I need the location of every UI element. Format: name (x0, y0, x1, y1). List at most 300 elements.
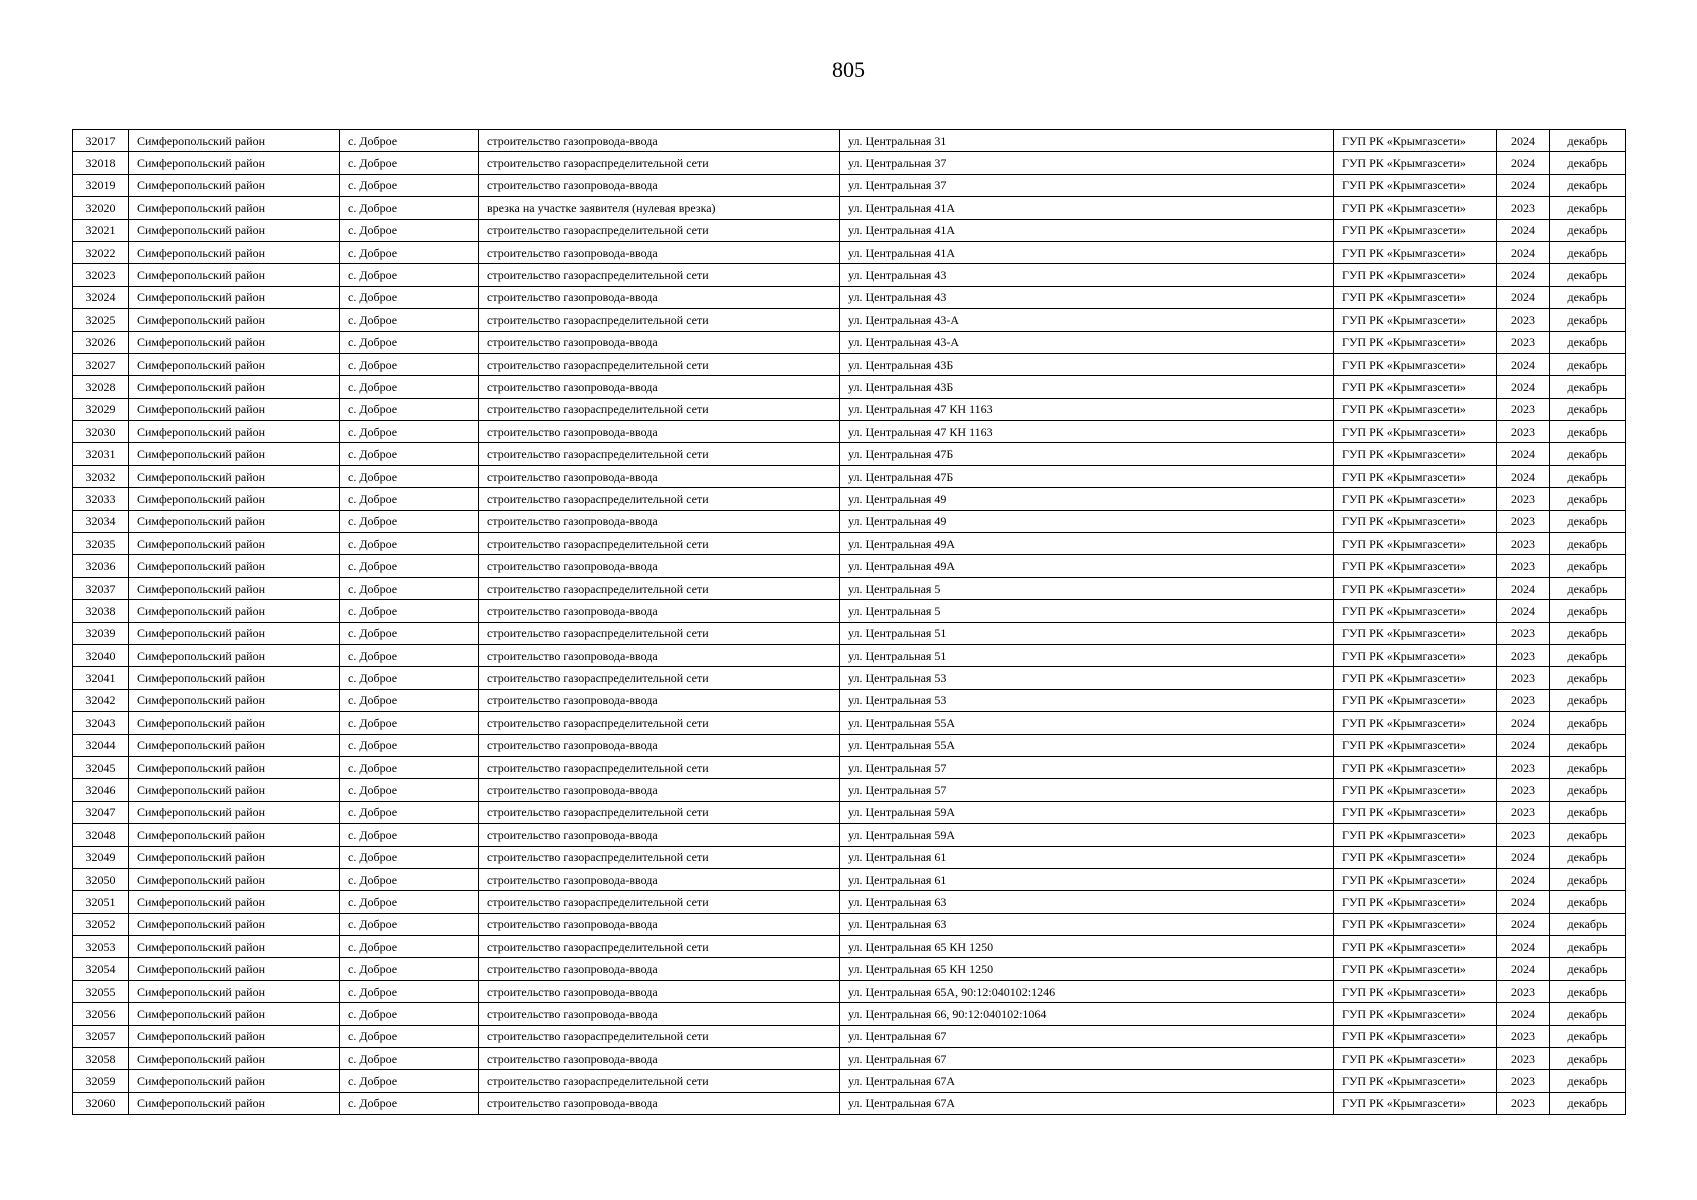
table-row (73, 241, 1626, 263)
month-cell: декабрь (1550, 667, 1626, 689)
organization-cell: ГУП РК «Крымгазсети» (1334, 488, 1497, 510)
month-cell: декабрь (1550, 644, 1626, 666)
organization-cell: ГУП РК «Крымгазсети» (1334, 398, 1497, 420)
work-type-cell: строительство газораспределительной сети (479, 936, 840, 958)
address-cell: ул. Центральная 57 (840, 756, 1334, 778)
record-number-cell: 32021 (73, 219, 129, 241)
address-cell: ул. Центральная 43-А (840, 331, 1334, 353)
work-type-cell: строительство газораспределительной сети (479, 756, 840, 778)
month-cell: декабрь (1550, 286, 1626, 308)
table-row (73, 958, 1626, 980)
district-cell: Симферопольский район (129, 398, 340, 420)
table-row (73, 689, 1626, 711)
district-cell: Симферопольский район (129, 958, 340, 980)
year-cell: 2023 (1497, 488, 1550, 510)
village-cell: с. Доброе (340, 197, 479, 219)
month-cell: декабрь (1550, 533, 1626, 555)
village-cell: с. Доброе (340, 1048, 479, 1070)
record-number-cell: 32051 (73, 891, 129, 913)
village-cell: с. Доброе (340, 1070, 479, 1092)
organization-cell: ГУП РК «Крымгазсети» (1334, 600, 1497, 622)
district-cell: Симферопольский район (129, 264, 340, 286)
village-cell: с. Доброе (340, 1092, 479, 1114)
village-cell: с. Доброе (340, 241, 479, 263)
village-cell: с. Доброе (340, 152, 479, 174)
year-cell: 2024 (1497, 152, 1550, 174)
month-cell: декабрь (1550, 712, 1626, 734)
organization-cell: ГУП РК «Крымгазсети» (1334, 174, 1497, 196)
table-row (73, 353, 1626, 375)
organization-cell: ГУП РК «Крымгазсети» (1334, 667, 1497, 689)
district-cell: Симферопольский район (129, 174, 340, 196)
address-cell: ул. Центральная 66, 90:12:040102:1064 (840, 1003, 1334, 1025)
record-number-cell: 32041 (73, 667, 129, 689)
year-cell: 2023 (1497, 1048, 1550, 1070)
village-cell: с. Доброе (340, 130, 479, 152)
organization-cell: ГУП РК «Крымгазсети» (1334, 130, 1497, 152)
address-cell: ул. Центральная 43 (840, 286, 1334, 308)
village-cell: с. Доброе (340, 264, 479, 286)
organization-cell: ГУП РК «Крымгазсети» (1334, 868, 1497, 890)
village-cell: с. Доброе (340, 958, 479, 980)
address-cell: ул. Центральная 65 КН 1250 (840, 936, 1334, 958)
record-number-cell: 32027 (73, 353, 129, 375)
month-cell: декабрь (1550, 756, 1626, 778)
organization-cell: ГУП РК «Крымгазсети» (1334, 197, 1497, 219)
month-cell: декабрь (1550, 577, 1626, 599)
year-cell: 2023 (1497, 555, 1550, 577)
district-cell: Симферопольский район (129, 846, 340, 868)
work-type-cell: строительство газораспределительной сети (479, 264, 840, 286)
address-cell: ул. Центральная 55А (840, 734, 1334, 756)
address-cell: ул. Центральная 67А (840, 1070, 1334, 1092)
work-type-cell: строительство газораспределительной сети (479, 488, 840, 510)
record-number-cell: 32060 (73, 1092, 129, 1114)
table-row (73, 421, 1626, 443)
table-row (73, 667, 1626, 689)
organization-cell: ГУП РК «Крымгазсети» (1334, 421, 1497, 443)
address-cell: ул. Центральная 31 (840, 130, 1334, 152)
year-cell: 2023 (1497, 824, 1550, 846)
address-cell: ул. Центральная 47Б (840, 465, 1334, 487)
work-type-cell: строительство газораспределительной сети (479, 891, 840, 913)
address-cell: ул. Центральная 61 (840, 846, 1334, 868)
record-number-cell: 32026 (73, 331, 129, 353)
district-cell: Симферопольский район (129, 331, 340, 353)
organization-cell: ГУП РК «Крымгазсети» (1334, 465, 1497, 487)
month-cell: декабрь (1550, 824, 1626, 846)
year-cell: 2023 (1497, 689, 1550, 711)
village-cell: с. Доброе (340, 398, 479, 420)
month-cell: декабрь (1550, 376, 1626, 398)
village-cell: с. Доброе (340, 868, 479, 890)
year-cell: 2024 (1497, 958, 1550, 980)
table-row (73, 197, 1626, 219)
address-cell: ул. Центральная 37 (840, 152, 1334, 174)
year-cell: 2023 (1497, 622, 1550, 644)
work-type-cell: строительство газопровода-ввода (479, 958, 840, 980)
work-type-cell: строительство газопровода-ввода (479, 510, 840, 532)
work-type-cell: строительство газопровода-ввода (479, 824, 840, 846)
year-cell: 2023 (1497, 510, 1550, 532)
district-cell: Симферопольский район (129, 689, 340, 711)
work-type-cell: строительство газораспределительной сети (479, 1025, 840, 1047)
organization-cell: ГУП РК «Крымгазсети» (1334, 846, 1497, 868)
work-type-cell: строительство газораспределительной сети (479, 533, 840, 555)
table-row (73, 846, 1626, 868)
village-cell: с. Доброе (340, 600, 479, 622)
table-row (73, 980, 1626, 1002)
work-type-cell: строительство газораспределительной сети (479, 667, 840, 689)
table-row (73, 913, 1626, 935)
village-cell: с. Доброе (340, 421, 479, 443)
work-type-cell: строительство газораспределительной сети (479, 219, 840, 241)
month-cell: декабрь (1550, 689, 1626, 711)
month-cell: декабрь (1550, 1092, 1626, 1114)
table-row (73, 533, 1626, 555)
table-row (73, 622, 1626, 644)
record-number-cell: 32017 (73, 130, 129, 152)
table-row (73, 600, 1626, 622)
record-number-cell: 32044 (73, 734, 129, 756)
year-cell: 2023 (1497, 667, 1550, 689)
village-cell: с. Доброе (340, 891, 479, 913)
village-cell: с. Доброе (340, 309, 479, 331)
month-cell: декабрь (1550, 801, 1626, 823)
village-cell: с. Доброе (340, 712, 479, 734)
district-cell: Симферопольский район (129, 913, 340, 935)
year-cell: 2023 (1497, 398, 1550, 420)
organization-cell: ГУП РК «Крымгазсети» (1334, 734, 1497, 756)
district-cell: Симферопольский район (129, 197, 340, 219)
record-number-cell: 32052 (73, 913, 129, 935)
table-row (73, 1003, 1626, 1025)
month-cell: декабрь (1550, 152, 1626, 174)
table-row (73, 286, 1626, 308)
record-number-cell: 32050 (73, 868, 129, 890)
organization-cell: ГУП РК «Крымгазсети» (1334, 376, 1497, 398)
district-cell: Симферопольский район (129, 801, 340, 823)
address-cell: ул. Центральная 41А (840, 219, 1334, 241)
year-cell: 2024 (1497, 1003, 1550, 1025)
district-cell: Симферопольский район (129, 555, 340, 577)
record-number-cell: 32036 (73, 555, 129, 577)
organization-cell: ГУП РК «Крымгазсети» (1334, 309, 1497, 331)
month-cell: декабрь (1550, 980, 1626, 1002)
district-cell: Симферопольский район (129, 533, 340, 555)
month-cell: декабрь (1550, 868, 1626, 890)
table-row (73, 488, 1626, 510)
year-cell: 2023 (1497, 779, 1550, 801)
page-number: 805 (832, 57, 865, 82)
month-cell: декабрь (1550, 510, 1626, 532)
organization-cell: ГУП РК «Крымгазсети» (1334, 1025, 1497, 1047)
month-cell: декабрь (1550, 958, 1626, 980)
table-row (73, 891, 1626, 913)
district-cell: Симферопольский район (129, 219, 340, 241)
table-row (73, 1092, 1626, 1114)
work-type-cell: строительство газопровода-ввода (479, 376, 840, 398)
record-number-cell: 32023 (73, 264, 129, 286)
work-type-cell: строительство газораспределительной сети (479, 622, 840, 644)
month-cell: декабрь (1550, 309, 1626, 331)
table-row (73, 779, 1626, 801)
district-cell: Симферопольский район (129, 510, 340, 532)
table-row (73, 130, 1626, 152)
district-cell: Симферопольский район (129, 891, 340, 913)
village-cell: с. Доброе (340, 846, 479, 868)
table-row (73, 174, 1626, 196)
table-row (73, 510, 1626, 532)
village-cell: с. Доброе (340, 353, 479, 375)
month-cell: декабрь (1550, 734, 1626, 756)
village-cell: с. Доброе (340, 734, 479, 756)
record-number-cell: 32032 (73, 465, 129, 487)
work-type-cell: строительство газопровода-ввода (479, 689, 840, 711)
year-cell: 2024 (1497, 846, 1550, 868)
year-cell: 2023 (1497, 331, 1550, 353)
organization-cell: ГУП РК «Крымгазсети» (1334, 779, 1497, 801)
district-cell: Симферопольский район (129, 734, 340, 756)
organization-cell: ГУП РК «Крымгазсети» (1334, 443, 1497, 465)
village-cell: с. Доброе (340, 331, 479, 353)
table-row (73, 824, 1626, 846)
table-row (73, 868, 1626, 890)
village-cell: с. Доброе (340, 510, 479, 532)
month-cell: декабрь (1550, 846, 1626, 868)
table-row (73, 801, 1626, 823)
work-type-cell: строительство газопровода-ввода (479, 779, 840, 801)
address-cell: ул. Центральная 53 (840, 689, 1334, 711)
address-cell: ул. Центральная 47Б (840, 443, 1334, 465)
organization-cell: ГУП РК «Крымгазсети» (1334, 577, 1497, 599)
record-number-cell: 32031 (73, 443, 129, 465)
month-cell: декабрь (1550, 1048, 1626, 1070)
district-cell: Симферопольский район (129, 980, 340, 1002)
address-cell: ул. Центральная 67 (840, 1048, 1334, 1070)
table-row (73, 1025, 1626, 1047)
record-number-cell: 32024 (73, 286, 129, 308)
village-cell: с. Доброе (340, 824, 479, 846)
record-number-cell: 32056 (73, 1003, 129, 1025)
month-cell: декабрь (1550, 421, 1626, 443)
work-type-cell: строительство газопровода-ввода (479, 555, 840, 577)
month-cell: декабрь (1550, 241, 1626, 263)
village-cell: с. Доброе (340, 465, 479, 487)
address-cell: ул. Центральная 43Б (840, 353, 1334, 375)
organization-cell: ГУП РК «Крымгазсети» (1334, 510, 1497, 532)
work-type-cell: строительство газораспределительной сети (479, 398, 840, 420)
organization-cell: ГУП РК «Крымгазсети» (1334, 980, 1497, 1002)
table-row (73, 734, 1626, 756)
address-cell: ул. Центральная 55А (840, 712, 1334, 734)
organization-cell: ГУП РК «Крымгазсети» (1334, 533, 1497, 555)
work-type-cell: строительство газораспределительной сети (479, 443, 840, 465)
table-row (73, 936, 1626, 958)
record-number-cell: 32022 (73, 241, 129, 263)
table-row (73, 1048, 1626, 1070)
record-number-cell: 32035 (73, 533, 129, 555)
village-cell: с. Доброе (340, 174, 479, 196)
month-cell: декабрь (1550, 443, 1626, 465)
record-number-cell: 32020 (73, 197, 129, 219)
village-cell: с. Доброе (340, 644, 479, 666)
village-cell: с. Доброе (340, 689, 479, 711)
record-number-cell: 32043 (73, 712, 129, 734)
year-cell: 2024 (1497, 936, 1550, 958)
address-cell: ул. Центральная 41А (840, 241, 1334, 263)
address-cell: ул. Центральная 43 (840, 264, 1334, 286)
village-cell: с. Доброе (340, 779, 479, 801)
organization-cell: ГУП РК «Крымгазсети» (1334, 286, 1497, 308)
address-cell: ул. Центральная 59А (840, 824, 1334, 846)
organization-cell: ГУП РК «Крымгазсети» (1334, 1048, 1497, 1070)
work-type-cell: строительство газопровода-ввода (479, 1092, 840, 1114)
month-cell: декабрь (1550, 913, 1626, 935)
table-row (73, 152, 1626, 174)
village-cell: с. Доброе (340, 1025, 479, 1047)
address-cell: ул. Центральная 57 (840, 779, 1334, 801)
village-cell: с. Доброе (340, 533, 479, 555)
table-row (73, 1070, 1626, 1092)
record-number-cell: 32046 (73, 779, 129, 801)
month-cell: декабрь (1550, 891, 1626, 913)
record-number-cell: 32055 (73, 980, 129, 1002)
organization-cell: ГУП РК «Крымгазсети» (1334, 1092, 1497, 1114)
work-type-cell: строительство газопровода-ввода (479, 913, 840, 935)
work-type-cell: строительство газораспределительной сети (479, 801, 840, 823)
district-cell: Симферопольский район (129, 1092, 340, 1114)
work-type-cell: строительство газопровода-ввода (479, 868, 840, 890)
year-cell: 2024 (1497, 465, 1550, 487)
year-cell: 2024 (1497, 353, 1550, 375)
work-type-cell: строительство газопровода-ввода (479, 465, 840, 487)
work-type-cell: строительство газораспределительной сети (479, 577, 840, 599)
year-cell: 2024 (1497, 264, 1550, 286)
work-type-cell: строительство газопровода-ввода (479, 174, 840, 196)
organization-cell: ГУП РК «Крымгазсети» (1334, 712, 1497, 734)
record-number-cell: 32047 (73, 801, 129, 823)
year-cell: 2023 (1497, 801, 1550, 823)
district-cell: Симферопольский район (129, 286, 340, 308)
month-cell: декабрь (1550, 488, 1626, 510)
address-cell: ул. Центральная 65А, 90:12:040102:1246 (840, 980, 1334, 1002)
address-cell: ул. Центральная 51 (840, 644, 1334, 666)
village-cell: с. Доброе (340, 1003, 479, 1025)
work-type-cell: строительство газопровода-ввода (479, 331, 840, 353)
record-number-cell: 32019 (73, 174, 129, 196)
record-number-cell: 32057 (73, 1025, 129, 1047)
table-row (73, 577, 1626, 599)
record-number-cell: 32038 (73, 600, 129, 622)
address-cell: ул. Центральная 63 (840, 913, 1334, 935)
work-type-cell: строительство газораспределительной сети (479, 712, 840, 734)
organization-cell: ГУП РК «Крымгазсети» (1334, 622, 1497, 644)
month-cell: декабрь (1550, 264, 1626, 286)
address-cell: ул. Центральная 67 (840, 1025, 1334, 1047)
district-cell: Симферопольский район (129, 465, 340, 487)
organization-cell: ГУП РК «Крымгазсети» (1334, 264, 1497, 286)
record-number-cell: 32053 (73, 936, 129, 958)
registry-table (72, 129, 1626, 1115)
month-cell: декабрь (1550, 1025, 1626, 1047)
district-cell: Симферопольский район (129, 824, 340, 846)
address-cell: ул. Центральная 5 (840, 600, 1334, 622)
year-cell: 2024 (1497, 130, 1550, 152)
record-number-cell: 32058 (73, 1048, 129, 1070)
record-number-cell: 32037 (73, 577, 129, 599)
district-cell: Симферопольский район (129, 644, 340, 666)
district-cell: Симферопольский район (129, 1048, 340, 1070)
record-number-cell: 32049 (73, 846, 129, 868)
record-number-cell: 32030 (73, 421, 129, 443)
year-cell: 2024 (1497, 376, 1550, 398)
year-cell: 2024 (1497, 600, 1550, 622)
work-type-cell: строительство газопровода-ввода (479, 734, 840, 756)
record-number-cell: 32029 (73, 398, 129, 420)
year-cell: 2023 (1497, 1025, 1550, 1047)
district-cell: Симферопольский район (129, 667, 340, 689)
year-cell: 2024 (1497, 286, 1550, 308)
village-cell: с. Доброе (340, 488, 479, 510)
record-number-cell: 32059 (73, 1070, 129, 1092)
organization-cell: ГУП РК «Крымгазсети» (1334, 756, 1497, 778)
organization-cell: ГУП РК «Крымгазсети» (1334, 936, 1497, 958)
year-cell: 2023 (1497, 197, 1550, 219)
district-cell: Симферопольский район (129, 1025, 340, 1047)
village-cell: с. Доброе (340, 913, 479, 935)
month-cell: декабрь (1550, 1070, 1626, 1092)
village-cell: с. Доброе (340, 936, 479, 958)
district-cell: Симферопольский район (129, 1003, 340, 1025)
record-number-cell: 32025 (73, 309, 129, 331)
year-cell: 2024 (1497, 241, 1550, 263)
table-row (73, 376, 1626, 398)
district-cell: Симферопольский район (129, 309, 340, 331)
month-cell: декабрь (1550, 465, 1626, 487)
year-cell: 2024 (1497, 913, 1550, 935)
record-number-cell: 32033 (73, 488, 129, 510)
month-cell: декабрь (1550, 130, 1626, 152)
village-cell: с. Доброе (340, 376, 479, 398)
address-cell: ул. Центральная 49А (840, 555, 1334, 577)
year-cell: 2023 (1497, 756, 1550, 778)
record-number-cell: 32034 (73, 510, 129, 532)
year-cell: 2024 (1497, 734, 1550, 756)
village-cell: с. Доброе (340, 286, 479, 308)
work-type-cell: строительство газопровода-ввода (479, 241, 840, 263)
organization-cell: ГУП РК «Крымгазсети» (1334, 1003, 1497, 1025)
address-cell: ул. Центральная 47 КН 1163 (840, 398, 1334, 420)
work-type-cell: строительство газопровода-ввода (479, 1003, 840, 1025)
district-cell: Симферопольский район (129, 488, 340, 510)
organization-cell: ГУП РК «Крымгазсети» (1334, 555, 1497, 577)
village-cell: с. Доброе (340, 622, 479, 644)
month-cell: декабрь (1550, 331, 1626, 353)
table-row (73, 712, 1626, 734)
organization-cell: ГУП РК «Крымгазсети» (1334, 219, 1497, 241)
district-cell: Симферопольский район (129, 130, 340, 152)
month-cell: декабрь (1550, 622, 1626, 644)
year-cell: 2023 (1497, 644, 1550, 666)
address-cell: ул. Центральная 59А (840, 801, 1334, 823)
district-cell: Симферопольский район (129, 622, 340, 644)
year-cell: 2023 (1497, 980, 1550, 1002)
table-row (73, 443, 1626, 465)
address-cell: ул. Центральная 37 (840, 174, 1334, 196)
month-cell: декабрь (1550, 353, 1626, 375)
village-cell: с. Доброе (340, 667, 479, 689)
